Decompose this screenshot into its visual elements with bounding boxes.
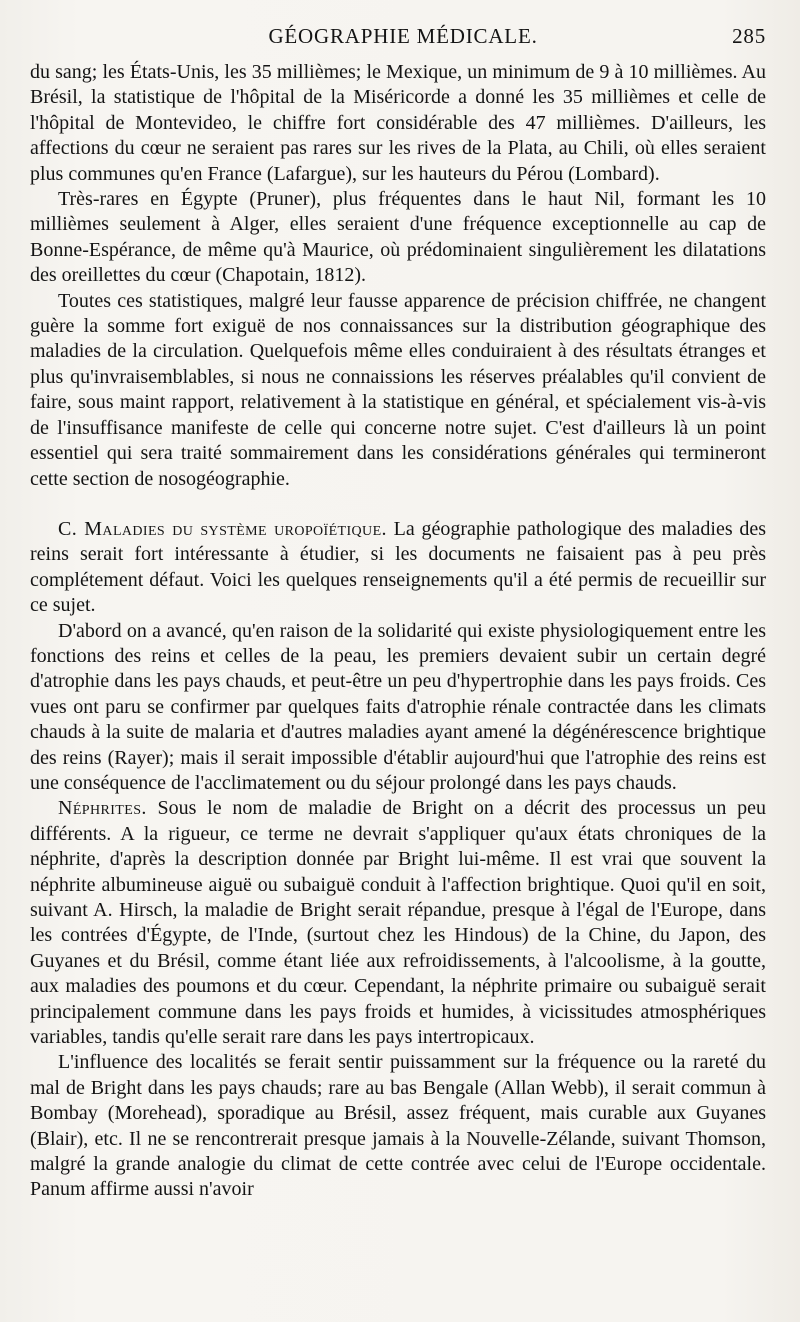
paragraph-3: Toutes ces statistiques, malgré leur fausse apparence de précision chiffrée, ne changent guère la somme fort exiguë de nos connaissances sur la distribution géographique des maladies de la circulation. Quelquefois même elles conduiraient à des résultats étranges et plus qu'invraisemblables, si nous ne connaissions les réserves préalables qu'il convient de faire, sous maint rapport, relativement à la statistique en général, et spécialement vis-à-vis de l'insuffisance manifeste de celle qui concerne notre sujet. C'est d'ailleurs là un point essentiel qui sera traité sommairement dans les considérations générales qui termineront cette section de nosogéographie. (30, 289, 766, 490)
paragraph-2: Très-rares en Égypte (Pruner), plus fréquentes dans le haut Nil, formant les 10 millièmes seulement à Alger, elles seraient d'une fréquence exceptionnelle au cap de Bonne-Espérance, de même qu'à Maurice, où prédominaient singulièrement les dilatations des oreillettes du cœur (Chapotain, 1812). (30, 188, 766, 287)
running-header (32, 24, 766, 58)
nephrites-paragraph (30, 796, 766, 1050)
page-number: 285 (732, 24, 766, 48)
section-c-paragraph (30, 517, 766, 619)
nephrites-heading: Néphrites. (58, 797, 147, 820)
paragraph-5: D'abord on a avancé, qu'en raison de la solidarité qui existe physiologiquement entre les fonctions des reins et celles de la peau, les premiers devaient subir un certain degré d'atrophie dans les pays chauds, et peut-être un peu d'hypertrophie dans les pays froids. Ces vues ont paru se confirmer par quelques faits d'atrophie rénale contractée dans les climats chauds à la suite de malaria et d'autres maladies ayant amené la dégénérescence brightique des reins (Rayer); mais il serait impossible d'établir aujourd'hui que l'atrophie des reins est une conséquence de l'acclimatement ou du séjour prolongé dans les pays chauds. (30, 619, 766, 794)
nephrites-text: Sous le nom de maladie de Bright on a décrit des processus un peu différents. A la rigueur, ce terme ne devrait s'appliquer qu'aux états chroniques de la néphrite, d'après la description donnée par Bright lui-même. Il est vrai que souvent la néphrite albumineuse aiguë ou subaiguë conduit à l'affection brightique. Quoi qu'il en soit, suivant A. Hirsch, la maladie de Bright serait répandue, presque à l'égal de l'Europe, dans les contrées d'Égypte, de l'Inde, (surtout chez les Hindous) de la Chine, du Japon, des Guyanes et du Brésil, comme étant liée aux refroidissements, à l'alcoolisme, à la goutte, aux maladies des poumons et du cœur. Cependant, la néphrite primaire ou subaiguë serait principalement commune dans les pays froids et humides, à vicissitudes atmosphériques variables, tandis qu'elle serait rare dans les pays intertropicaux. (30, 797, 766, 1049)
paragraph-1: du sang; les États-Unis, les 35 millièmes; le Mexique, un minimum de 9 à 10 millièmes. Au Brésil, la statistique de l'hôpital de la Miséricorde a donné les 35 millièmes et celle de l'hôpital de Montevideo, le chiffre fort considérable des 47 millièmes. D'ailleurs, les affections du cœur ne seraient pas rares sur les rives de la Plata, au Chili, où elles seraient plus communes qu'en France (Lafargue), sur les hauteurs du Pérou (Lombard). (30, 61, 766, 185)
body-text (30, 60, 766, 1203)
section-c-text: La géographie pathologique des maladies des reins serait fort intéressante à étudier, si les documents ne faisaient pas à peu près complétement défaut. Voici les quelques renseignements qu'il a été permis de recueillir sur ce sujet. (30, 517, 766, 617)
page-title: GÉOGRAPHIE MÉDICALE. (268, 24, 538, 48)
section-heading-uropoietic: C. Maladies du système uropoïétique. (58, 517, 387, 540)
paragraph-7: L'influence des localités se ferait sentir puissamment sur la fréquence ou la rareté du mal de Bright dans les pays chauds; rare au bas Bengale (Allan Webb), il serait commun à Bombay (Morehead), sporadique au Brésil, assez fréquent, mais curable aux Guyanes (Blair), etc. Il ne se rencontrerait presque jamais à la Nouvelle-Zélande, suivant Thomson, malgré la grande analogie du climat de cette contrée avec celui de l'Europe occidentale. Panum affirme aussi n'avoir (30, 1051, 766, 1201)
